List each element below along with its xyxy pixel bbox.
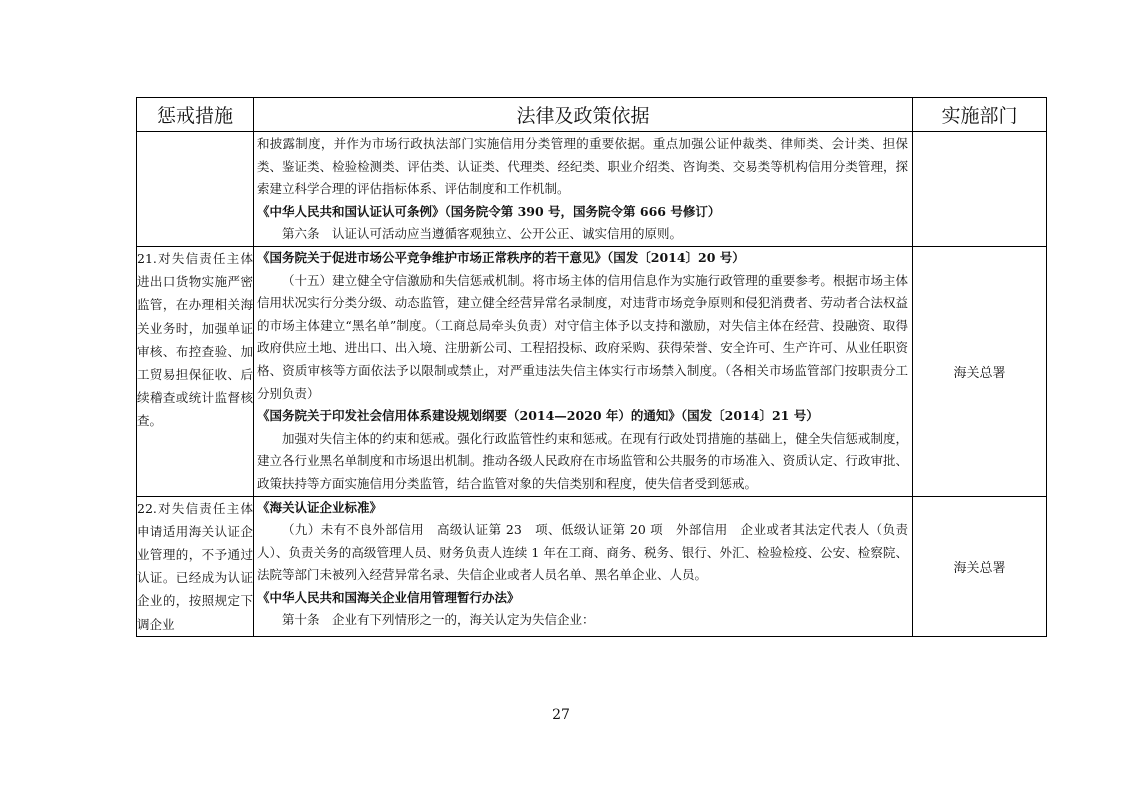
basis-paragraph: （九）未有不良外部信用 高级认证第 23 项、低级认证第 20 项 外部信用 企业或者其法定代表人（负责人）、负责关务的高级管理人员、财务负责人连续 1 年在工商、商务、税务、银行、外汇、检验检疫、公安、检察院、法院等部门未被列入经营异常名录、失信企业或者人员名单、黑名单企业、人员。 [257,522,908,583]
basis-paragraph: 和披露制度，并作为市场行政执法部门实施信用分类管理的重要依据。重点加强公证仲裁类、律师类、会计类、担保类、鉴证类、检验检测类、评估类、认证类、代理类、经纪类、职业介绍类、咨询类、交易类等机构信用分类管理，探索建立科学合理的评估指标体系、评估制度和工作机制。 [257,136,908,197]
policy-table [136,97,1047,637]
department-cell: 海关总署 [913,246,1047,496]
header-basis: 法律及政策依据 [254,98,913,132]
law-title: 《中华人民共和国海关企业信用管理暂行办法》 [257,589,520,605]
measure-cell [137,132,254,247]
basis-paragraph: （十五）建立健全守信激励和失信惩戒机制。将市场主体的信用信息作为实施行政管理的重要参考。根据市场主体信用状况实行分类分级、动态监管，建立健全经营异常名录制度，对违背市场竞争原则和侵犯消费者、劳动者合法权益的市场主体建立“黑名单”制度。（工商总局牵头负责）对守信主体予以支持和激励，对失信主体在经营、投融资、取得政府供应土地、进出口、出入境、注册新公司、工程招投标、政府采购、获得荣誉、安全许可、生产许可、从业任职资格、资质审核等方面依法予以限制或禁止，对严重违法失信主体实行市场禁入制度。（各相关市场监管部门按职责分工分别负责） [257,272,908,401]
basis-cell [254,132,913,247]
law-title: 《国务院关于印发社会信用体系建设规划纲要（2014—2020 年）的通知》（国发〔2014〕21 号） [257,408,819,424]
header-department: 实施部门 [913,98,1047,132]
table-row [137,132,1047,247]
law-title: 《国务院关于促进市场公平竞争维护市场正常秩序的若干意见》（国发〔2014〕20 号） [257,249,745,265]
law-title: 《海关认证企业标准》 [257,499,383,515]
law-title: 《中华人民共和国认证认可条例》（国务院令第 390 号，国务院令第 666 号修订） [257,203,721,219]
header-measure: 惩戒措施 [137,98,254,132]
measure-cell: 21.对失信责任主体进出口货物实施严密监管，在办理相关海关业务时，加强单证审核、布控查验、加工贸易担保征收、后续稽查或统计监督核查。 [137,246,254,496]
table-row [137,496,1047,636]
basis-paragraph: 第十条 企业有下列情形之一的，海关认定为失信企业： [282,612,595,628]
department-cell: 海关总署 [913,496,1047,636]
basis-cell [254,496,913,636]
header-row [137,98,1047,132]
basis-paragraph: 第六条 认证认可活动应当遵循客观独立、公开公正、诚实信用的原则。 [282,226,683,242]
basis-cell [254,246,913,496]
basis-paragraph: 加强对失信主体的约束和惩戒。强化行政监管性约束和惩戒。在现有行政处罚措施的基础上，健全失信惩戒制度，建立各行业黑名单制度和市场退出机制。推动各级人民政府在市场监管和公共服务的市场准入、资质认定、行政审批、政策扶持等方面实施信用分类监管，结合监管对象的失信类别和程度，使失信者受到惩戒。 [257,430,908,491]
measure-cell: 22.对失信责任主体申请适用海关认证企业管理的，不予通过认证。已经成为认证企业的，按照规定下调企业 [137,496,254,636]
department-cell [913,132,1047,247]
page-number: 27 [552,707,570,723]
table-row [137,246,1047,496]
